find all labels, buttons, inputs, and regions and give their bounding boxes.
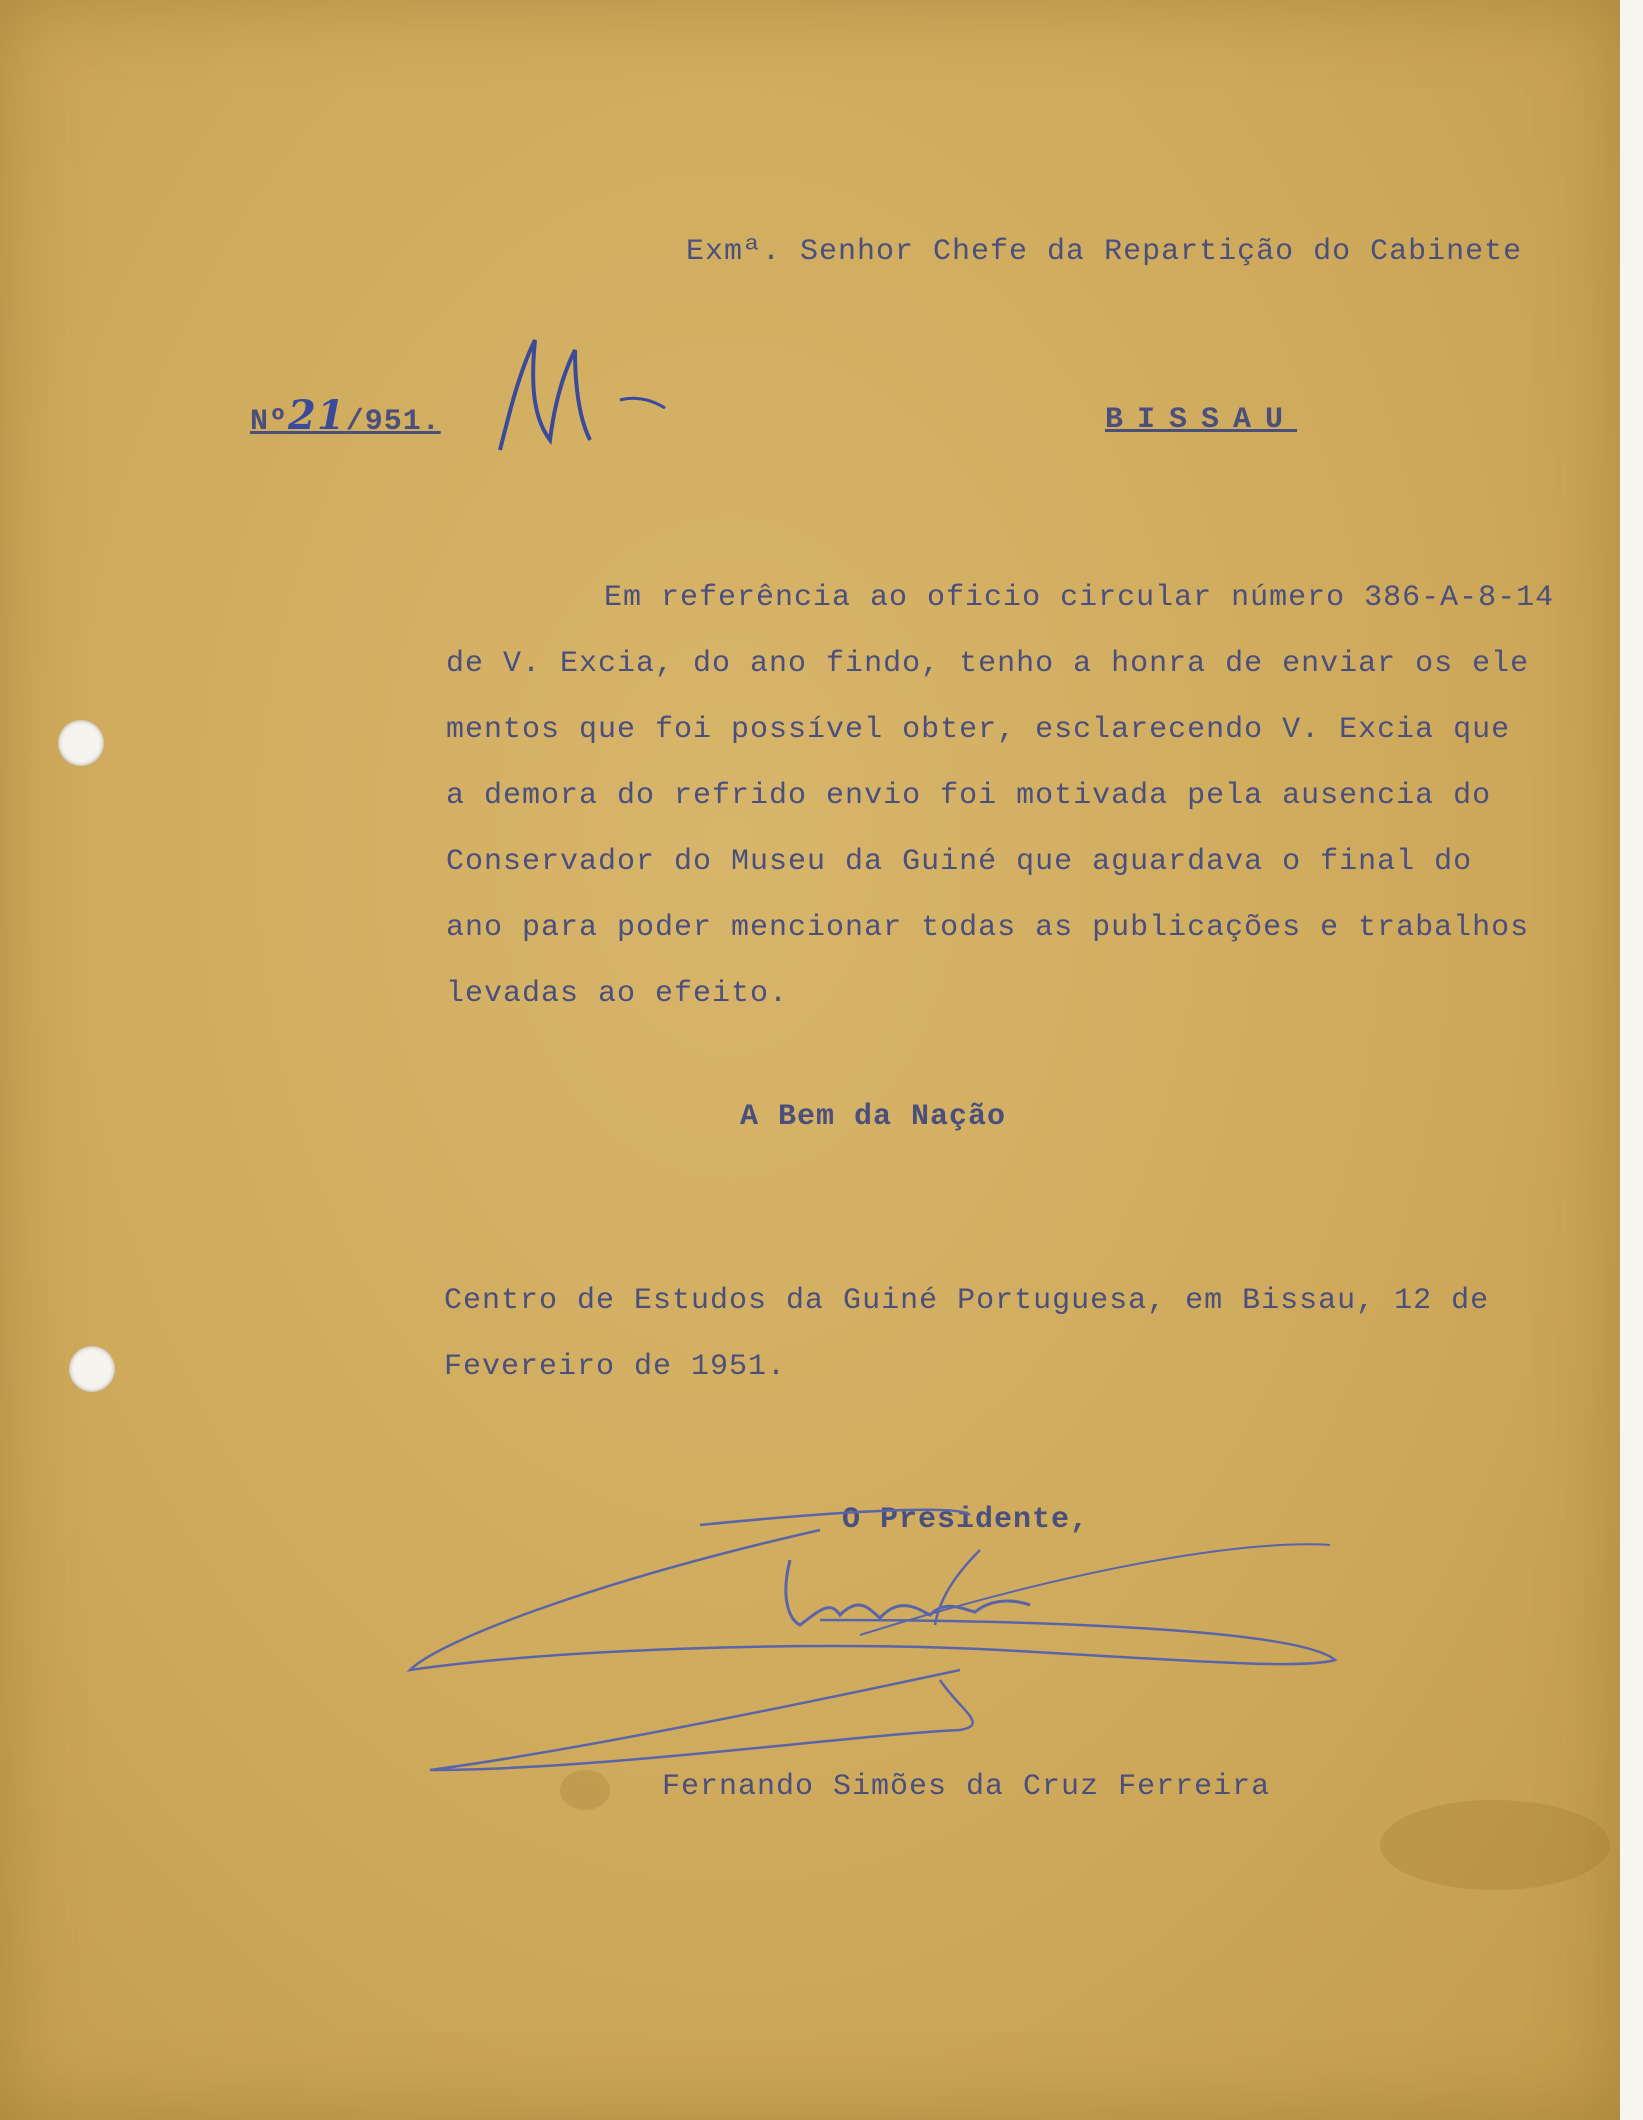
closing-salutation: A Bem da Nação [740,1100,1007,1134]
place-and-date [444,1268,1489,1400]
addressee-line: Exmª. Senhor Chefe da Repartição do Cabinete [686,235,1523,269]
body-line: ano para poder mencionar todas as publicações e trabalhos [446,911,1530,945]
scan-margin [1620,0,1643,2120]
body-line: mentos que foi possível obter, esclarecendo V. Excia que [446,713,1511,747]
body-line: a demora do refrido envio foi motivada pela ausencia do [446,779,1492,813]
reference-prefix: Nº [250,405,289,439]
handwritten-initial-mark [490,330,670,470]
signer-name: Fernando Simões da Cruz Ferreira [662,1770,1271,1804]
body-line: Em referência ao oficio circular número 386-A-8-14 [604,581,1555,615]
signer-role: O Presidente, [842,1503,1090,1537]
body-line: de V. Excia, do ano findo, tenho a honra de enviar os ele [446,647,1530,681]
place-date-line: Centro de Estudos da Guiné Portuguesa, em Bissau, 12 de [444,1284,1490,1318]
body-line: levadas ao efeito. [446,977,789,1011]
reference-number [250,392,441,439]
letter-body [446,565,1554,1027]
reference-year: /951. [345,405,441,439]
punch-hole-bottom [69,1346,115,1392]
body-line: Conservador do Museu da Guiné que aguardava o final do [446,845,1473,879]
reference-handwritten-number: 21 [288,392,346,439]
paper-stain [1380,1800,1610,1890]
punch-hole-top [58,720,104,766]
handwritten-signature [400,1500,1360,1800]
city-heading: BISSAU [1105,403,1298,437]
place-date-line: Fevereiro de 1951. [444,1350,787,1384]
